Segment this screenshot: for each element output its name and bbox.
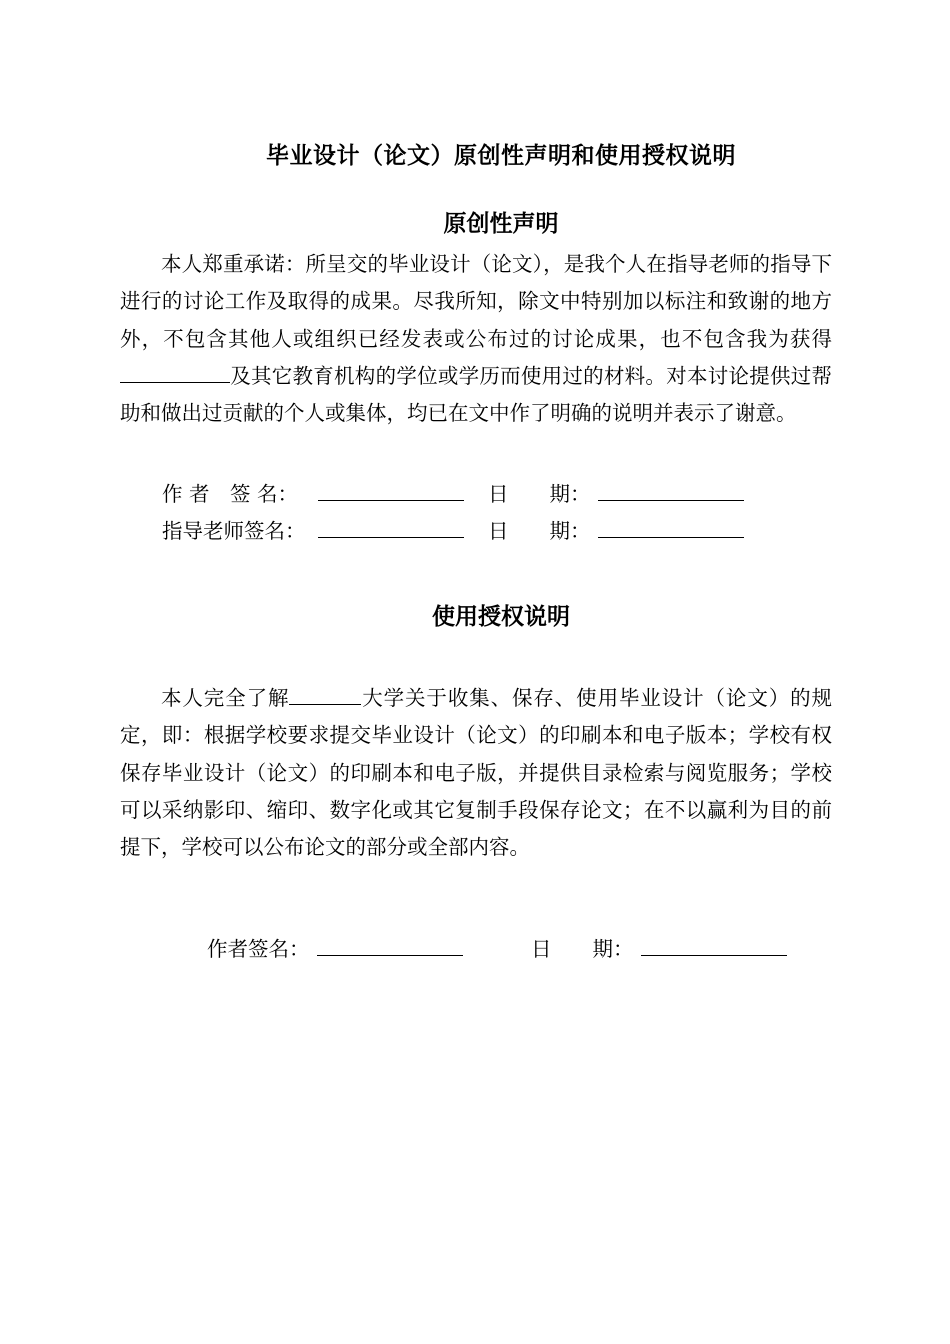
- document-title: 毕业设计（论文）原创性声明和使用授权说明: [266, 142, 736, 169]
- originality-text-part1: 本人郑重承诺：所呈交的毕业设计（论文），是我个人在指导老师的指导下进行的讨论工作及取得的成果。尽我所知，除文中特别加以标注和致谢的地方外，不包含其他人或组织已经发表或公布过的讨论成果，也不包含我为获得: [120, 252, 832, 351]
- authorization-paragraph: [120, 680, 832, 866]
- originality-statement-paragraph: [120, 246, 832, 432]
- authorization-author-label: 作者签名：: [207, 937, 310, 961]
- author-signature-label: 作 者 签 名：: [162, 482, 299, 506]
- originality-text-part2: 及其它教育机构的学位或学历而使用过的材料。对本讨论提供过帮助和做出过贡献的个人或集体，均已在文中作了明确的说明并表示了谢意。: [120, 363, 832, 426]
- advisor-signature-row: [162, 515, 744, 546]
- date-line: [598, 478, 744, 501]
- advisor-signature-line: [318, 515, 464, 538]
- authorization-text-part1: 本人完全了解: [161, 686, 290, 710]
- authorization-text-part2: 大学关于收集、保存、使用毕业设计（论文）的规定，即：根据学校要求提交毕业设计（论文）的印刷本和电子版本；学校有权保存毕业设计（论文）的印刷本和电子版，并提供目录检索与阅览服务；学校可以采纳影印、缩印、数字化或其它复制手段保存论文；在不以赢利为目的前提下，学校可以公布论文的部分或全部内容。: [120, 686, 833, 860]
- authorization-section-title: 使用授权说明: [432, 603, 570, 630]
- author-signature-row: [162, 478, 744, 509]
- authorization-date-line: [641, 933, 787, 956]
- degree-blank-line: [120, 360, 230, 383]
- advisor-signature-label: 指导老师签名：: [162, 519, 306, 543]
- authorization-author-line: [317, 933, 463, 956]
- advisor-date-label: 日 期：: [488, 519, 591, 543]
- advisor-date-line: [598, 515, 744, 538]
- originality-section-title: 原创性声明: [443, 210, 559, 237]
- authorization-signature-row: [207, 933, 787, 964]
- author-signature-line: [318, 478, 464, 501]
- university-blank-line: [289, 682, 361, 705]
- date-label: 日 期：: [488, 482, 591, 506]
- authorization-date-label: 日 期：: [531, 937, 634, 961]
